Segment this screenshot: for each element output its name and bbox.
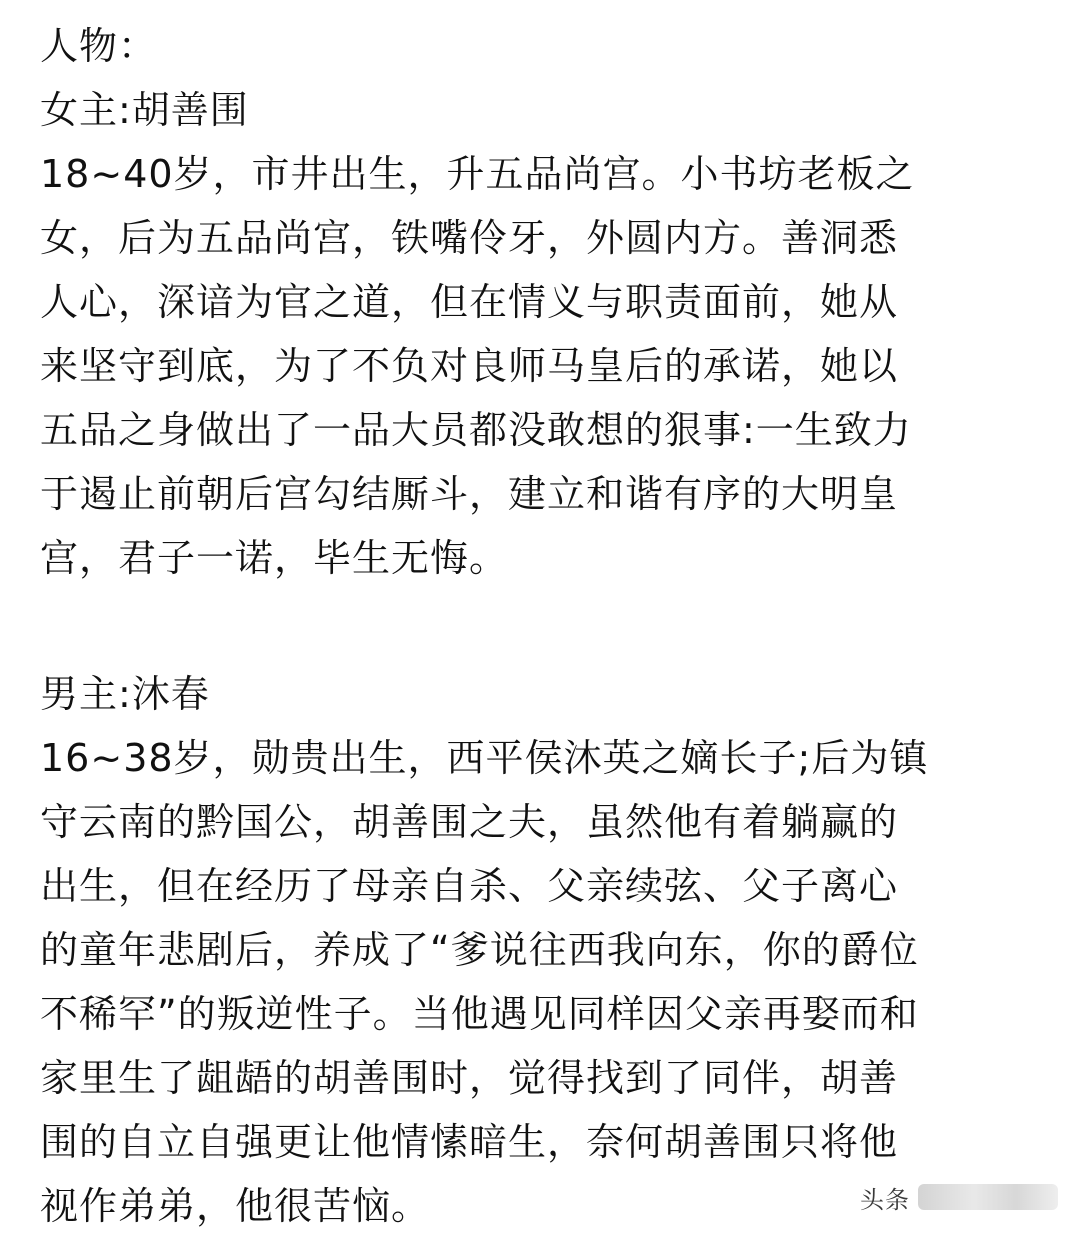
text-line: 围的自立自强更让他情愫暗生，奈何胡善围只将他: [40, 1120, 899, 1164]
text-line: 来坚守到底，为了不负对良师马皇后的承诺，她以: [40, 344, 899, 388]
text-line: 于遏止前朝后宫勾结厮斗，建立和谐有序的大明皇: [40, 472, 899, 516]
blurred-watermark-handle: [918, 1184, 1058, 1210]
text-line: 女，后为五品尚宫，铁嘴伶牙，外圆内方。善洞悉: [40, 216, 899, 260]
text-line: 16~38岁，勋贵出生，西平侯沐英之嫡长子;后为镇: [40, 736, 929, 780]
text-line: 家里生了龃龉的胡善围时，觉得找到了同伴，胡善: [40, 1056, 899, 1100]
watermark-text: 头条: [860, 1185, 910, 1214]
watermark: [846, 1175, 1068, 1219]
text-line: 男主:沐春: [40, 672, 210, 716]
text-line: 人心，深谙为官之道，但在情义与职责面前，她从: [40, 280, 899, 324]
text-line: 守云南的黔国公，胡善围之夫，虽然他有着躺赢的: [40, 800, 899, 844]
text-line: 女主:胡善围: [40, 88, 249, 132]
document-body: [40, 14, 1050, 1238]
text-line: 出生，但在经历了母亲自杀、父亲续弦、父子离心: [40, 864, 899, 908]
text-line: 视作弟弟，他很苦恼。: [40, 1184, 431, 1228]
paragraph-gap: [40, 590, 1050, 662]
text-line: 宫，君子一诺，毕生无悔。: [40, 536, 509, 580]
text-line: 18~40岁，市井出生，升五品尚宫。小书坊老板之: [40, 152, 915, 196]
text-line: 五品之身做出了一品大员都没敢想的狠事:一生致力: [40, 408, 912, 452]
text-line: 不稀罕”的叛逆性子。当他遇见同样因父亲再娶而和: [40, 992, 919, 1036]
text-line: 的童年悲剧后，养成了“爹说往西我向东，你的爵位: [40, 928, 919, 972]
text-line: 人物：: [40, 24, 158, 68]
